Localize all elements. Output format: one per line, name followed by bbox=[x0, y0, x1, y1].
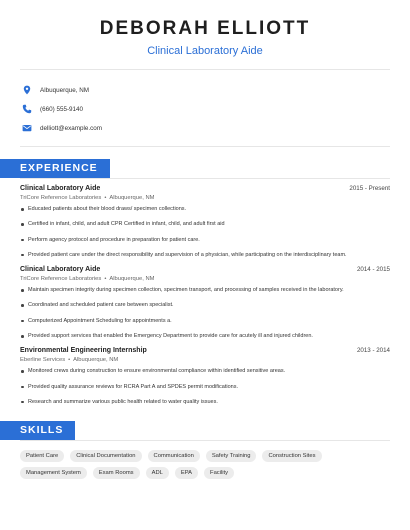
skill-chip: Facility bbox=[204, 467, 234, 479]
job-title: Clinical Laboratory Aide bbox=[20, 266, 101, 274]
contact-location bbox=[22, 81, 410, 99]
skill-chip: Construction Sites bbox=[262, 450, 321, 462]
skill-chip: Safety Training bbox=[206, 450, 257, 462]
job-bullet: Provided patient care under the direct responsibility and supervision of a physician, while participating on the interdisciplinary team. bbox=[20, 251, 390, 259]
job-bullets bbox=[20, 286, 390, 340]
job-bullet: Coordinated and scheduled patient care between specialist. bbox=[20, 301, 390, 309]
skill-chip: Communication bbox=[148, 450, 200, 462]
job-title: Environmental Engineering Internship bbox=[20, 347, 147, 355]
phone-icon bbox=[22, 104, 32, 114]
separator-dot: • bbox=[68, 357, 71, 364]
contact-list bbox=[0, 70, 410, 146]
candidate-name: DEBORAH ELLIOTT bbox=[99, 18, 311, 39]
contact-email-text: delliott@example.com bbox=[40, 124, 103, 132]
job-company: TriCore Reference Laboratories bbox=[20, 195, 102, 201]
job-header bbox=[20, 347, 390, 354]
separator-dot: • bbox=[104, 276, 107, 283]
skill-chip: ADL bbox=[146, 467, 169, 479]
experience-heading: EXPERIENCE bbox=[0, 159, 110, 178]
skill-chip: Patient Care bbox=[20, 450, 64, 462]
job-bullet: Maintain specimen integrity during specimen collection, specimen transport, and processing of samples received in the laboratory. bbox=[20, 286, 390, 294]
skills-list bbox=[0, 450, 410, 479]
job-bullet: Provided quality assurance reviews for RCRA Part A and SPDES permit modifications. bbox=[20, 383, 390, 391]
job-bullet: Educated patients about their blood draws/ specimen collections. bbox=[20, 205, 390, 213]
job-bullet: Perform agency protocol and procedure in preparation for patient care. bbox=[20, 236, 390, 244]
job-location: Albuquerque, NM bbox=[109, 276, 155, 283]
job-dates: 2013 - 2014 bbox=[356, 347, 390, 355]
job-header bbox=[20, 185, 390, 192]
job-bullet: Computerized Appointment Scheduling for appointments a. bbox=[20, 317, 390, 325]
job-bullets bbox=[20, 367, 390, 406]
skill-chip: EPA bbox=[175, 467, 198, 479]
separator-dot: • bbox=[104, 195, 107, 201]
experience-list bbox=[0, 185, 410, 406]
job-location: Albuquerque, NM bbox=[73, 357, 119, 364]
divider bbox=[20, 146, 390, 147]
contact-email bbox=[22, 119, 410, 137]
job-entry bbox=[20, 266, 390, 340]
experience-section-header bbox=[0, 158, 410, 179]
job-company: Eberline Services bbox=[20, 357, 66, 364]
job-dates: 2015 - Present bbox=[349, 185, 390, 192]
skill-chip: Exam Rooms bbox=[93, 467, 140, 479]
job-dates: 2014 - 2015 bbox=[356, 266, 390, 274]
job-bullet: Provided support services that enabled the Emergency Department to provide care for acutely ill and injured children. bbox=[20, 332, 390, 340]
section-rule bbox=[20, 178, 390, 179]
skill-chip: Clinical Documentation bbox=[70, 450, 141, 462]
job-entry bbox=[20, 347, 390, 406]
job-title: Clinical Laboratory Aide bbox=[20, 185, 101, 192]
job-header bbox=[20, 266, 390, 273]
skills-section-header bbox=[0, 420, 410, 441]
job-organization bbox=[20, 195, 390, 201]
job-bullet: Certified in infant, child, and adult CPR Certified in infant, child, and adult first aid bbox=[20, 220, 390, 228]
skill-chip: Management System bbox=[20, 467, 87, 479]
envelope-icon bbox=[22, 123, 32, 133]
contact-phone-text: (660) 555-9140 bbox=[40, 105, 84, 113]
section-rule bbox=[20, 440, 390, 441]
job-bullet: Research and summarize various public health related to water quality issues. bbox=[20, 398, 390, 406]
contact-phone bbox=[22, 100, 410, 118]
contact-location-text: Albuquerque, NM bbox=[40, 86, 90, 94]
job-bullet: Monitored crews during construction to ensure environmental compliance within identified sensitive areas. bbox=[20, 367, 390, 375]
job-company: TriCore Reference Laboratories bbox=[20, 276, 102, 283]
resume-header bbox=[0, 0, 410, 57]
job-bullets bbox=[20, 205, 390, 259]
job-organization bbox=[20, 276, 390, 282]
job-entry bbox=[20, 185, 390, 259]
candidate-title: Clinical Laboratory Aide bbox=[147, 45, 263, 57]
job-organization bbox=[20, 357, 390, 363]
skills-heading: SKILLS bbox=[0, 421, 75, 440]
job-location: Albuquerque, NM bbox=[109, 195, 155, 201]
map-pin-icon bbox=[22, 85, 32, 95]
